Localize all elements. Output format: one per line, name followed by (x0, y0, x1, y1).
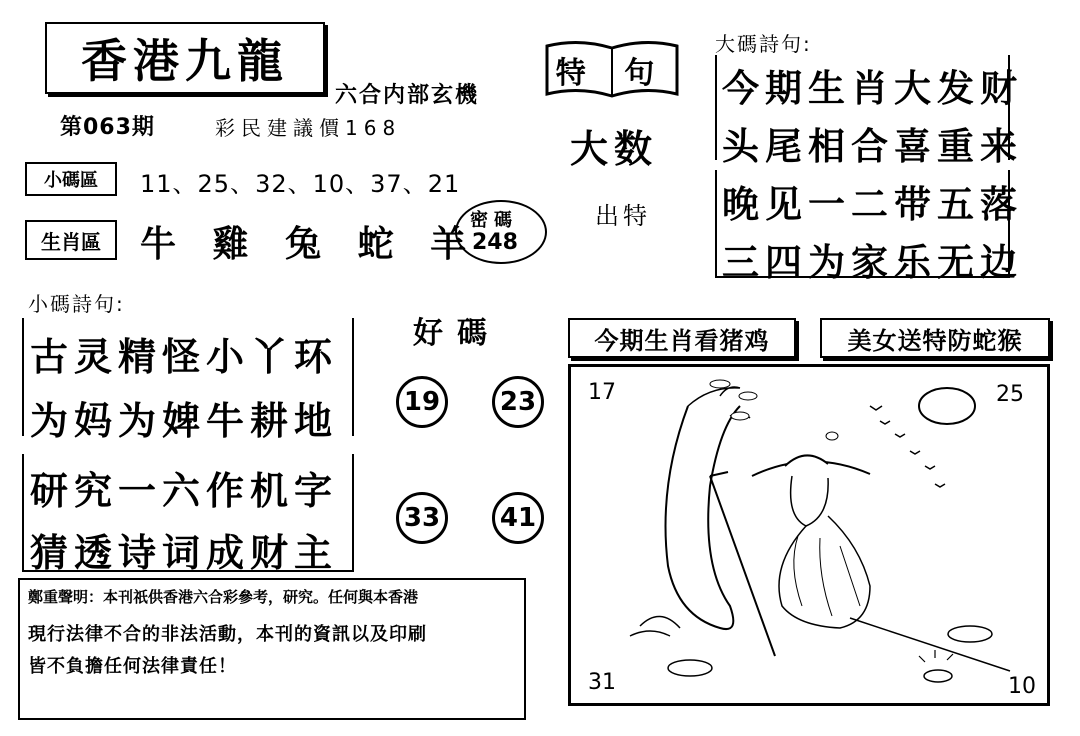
secret-code-label: 密碼 (470, 210, 518, 231)
big-poem-line-3: 晚见一二带五落 (722, 183, 1023, 226)
title-box (45, 22, 325, 94)
disclaimer-line-1: 鄭重聲明：本刊祇供香港六合彩參考，研究。任何與本香港 (28, 588, 419, 606)
suggested-price: 彩民建議價168 (215, 116, 402, 140)
big-poem-line-1: 今期生肖大发财 (722, 67, 1023, 110)
corner-bottom-right: 10 (1008, 674, 1036, 699)
small-code-label: 小碼區 (44, 170, 98, 191)
big-poem-label: 大碼詩句: (715, 32, 812, 56)
big-poem-line-4: 三四为家乐无边 (722, 241, 1023, 284)
small-code-label-box (25, 162, 117, 196)
special-out: 出特 (595, 202, 651, 230)
special-big: 大数 (570, 127, 659, 171)
small-poem-line-1: 古灵精怪小丫环 (30, 335, 339, 379)
disclaimer-line-2: 現行法律不合的非法活動，本刊的資訊以及印刷 (28, 624, 427, 645)
good-code-circle-4: 41 (492, 492, 544, 544)
subtitle: 六合内部玄機 (335, 83, 480, 108)
tip-right-box (820, 318, 1050, 358)
page-title: 香港九龍 (81, 34, 289, 88)
zodiac-label: 生肖區 (41, 229, 101, 254)
old-man-illustration (570, 366, 1048, 704)
good-code-circle-1: 19 (396, 376, 448, 428)
disclaimer-line-3: 皆不負擔任何法律責任！ (28, 656, 237, 677)
tip-left-box (568, 318, 796, 358)
small-code-numbers: 11、25、32、10、37、21 (140, 170, 461, 198)
tip-right: 美女送特防蛇猴 (847, 326, 1023, 355)
tip-left: 今期生肖看猪鸡 (594, 326, 770, 355)
small-poem-line-4: 猜透诗词成财主 (30, 531, 339, 575)
secret-code-value: 248 (472, 230, 518, 255)
corner-top-left: 17 (588, 380, 616, 405)
big-poem-line-2: 头尾相合喜重来 (722, 125, 1023, 168)
small-poem-line-2: 为妈为婢牛耕地 (30, 399, 339, 443)
corner-top-right: 25 (996, 382, 1024, 407)
corner-bottom-left: 31 (588, 670, 616, 695)
zodiac-animals: 牛 雞 兔 蛇 羊 (140, 224, 479, 265)
small-poem-label: 小碼詩句: (28, 292, 125, 316)
good-codes-label: 好碼 (413, 316, 501, 351)
good-code-circle-2: 23 (492, 376, 544, 428)
issue-number: 第063期 (60, 115, 155, 140)
small-poem-line-3: 研究一六作机字 (30, 469, 339, 513)
zodiac-label-box (25, 220, 117, 260)
special-label: 特 句 (555, 56, 669, 91)
good-code-circle-3: 33 (396, 492, 448, 544)
